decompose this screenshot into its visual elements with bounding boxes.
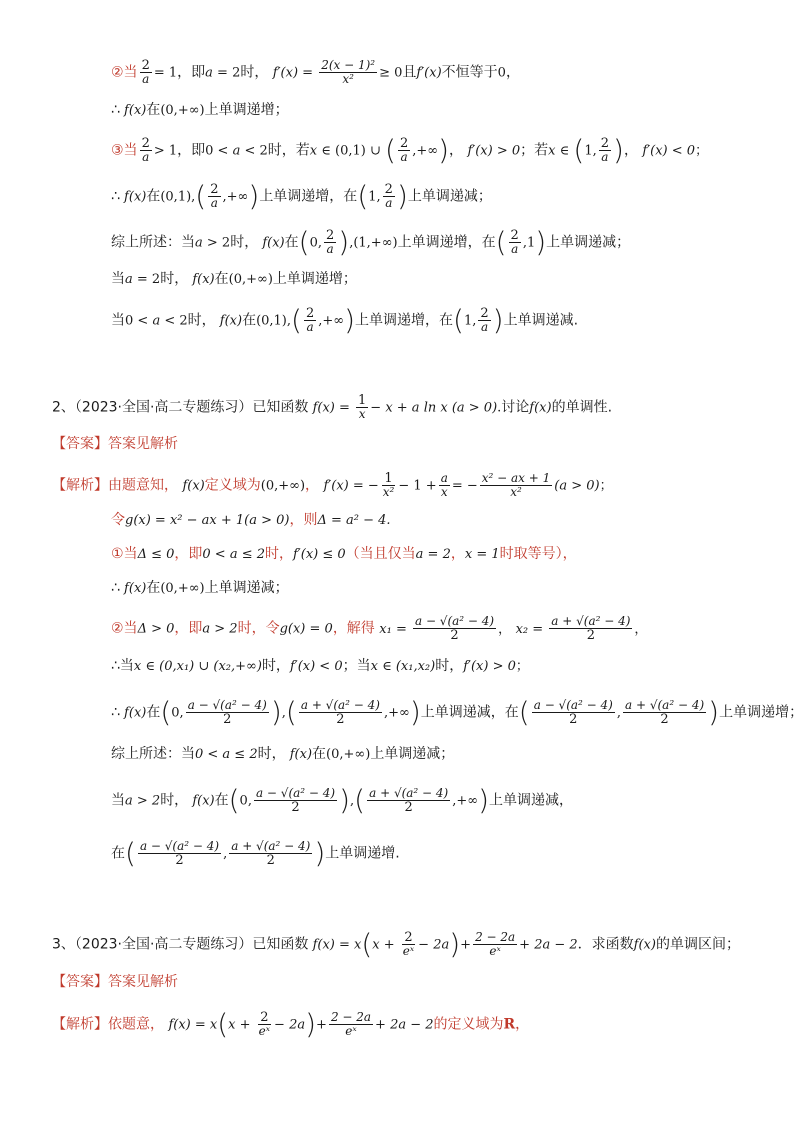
summary-line: 当0 < a < 2时， f(x)在(0,1),( $\frac{2}{a}$ ,+∞)上单调递增，在(1, $\frac{2}{a}$ )上单调递减. [111,303,579,337]
solution-line: ∴ f(x)在(0, $\frac{\text{a − √(a² − 4)}}{2}$ ),( $\frac{\text{a + √(a² − 4)}}{2}$ ,+∞)上单调递减，在( $\frac{\text{a − √(a² − 4)}}{2}$ , $\frac{\text{a + √(a² − 4)}}{2}$ )上单调递增； [111,695,803,729]
solution-line: 【解析】依题意， f(x) = x(x + $\frac{2}{\text{eˣ}}$ − 2a)+ $\frac{2 - 2a}{\text{eˣ}}$ + 2a − 2的定义域为R， [52,1007,530,1041]
solution-line: ∴ f(x)在(0,+∞)上单调递减； [111,580,289,596]
solution-tag: 【解析】 [52,1016,108,1033]
answer-tag: 【答案】 [52,436,108,452]
summary-line: 当a > 2时， f(x)在(0, $\frac{\text{a − √(a² − 4)}}{2}$ ),( $\frac{\text{a + √(a² − 4)}}{2}$ ,+∞)上单调递减， [111,783,574,817]
answer-line: 【答案】答案见解析 [52,436,178,452]
summary-line: 综上所述：当0 < a ≤ 2时， f(x)在(0,+∞)上单调递减； [111,746,455,762]
fraction: $\frac{\text{2(x − 1)²}}{\text{x²}}$ [321,58,376,86]
case2-label: ②当 [111,64,138,81]
answer-tag: 【答案】 [52,974,108,990]
summary-line: 综上所述：当a > 2时， f(x)在(0, $\frac{2}{a}$ ),(1,+∞)上单调递增，在( $\frac{2}{a}$ ,1)上单调递减； [111,225,631,259]
solution-tag: 【解析】 [52,477,108,494]
solution-line: 令g(x) = x² − ax + 1(a > 0)，则Δ = a² − 4. [111,512,391,528]
solution-line: ∴当x ∈ (0,x₁) ∪ (x₂,+∞)时，f′(x) < 0；当x ∈ (x₁,x₂)时，f′(x) > 0； [111,658,529,674]
case2-line: ②当 $\frac{2}{a}$ = 1，即a = 2时， f′(x) = $\frac{\text{2(x − 1)²}}{\text{x²}}$ ≥ 0且f′(x)不恒等于0， [111,58,520,86]
solution-line: ①当Δ ≤ 0，即0 < a ≤ 2时，f′(x) ≤ 0（当且仅当a = 2，x = 1时取等号）， [111,546,577,562]
summary-line: 在( $\frac{\text{a − √(a² − 4)}}{2}$ , $\frac{\text{a + √(a² − 4)}}{2}$ )上单调递增. [111,836,400,870]
fraction: $\frac{2}{a}$ [141,58,150,86]
conclusion-line: ∴ f(x)在(0,1),( $\frac{2}{a}$ ,+∞)上单调递增，在(1, $\frac{2}{a}$ )上单调递减； [111,179,492,213]
summary-line: 当a = 2时， f(x)在(0,+∞)上单调递增； [111,271,357,287]
question-3-header: 3、（2023·全国·高二专题练习）已知函数 f(x) = x(x + $\frac{2}{\text{eˣ}}$ − 2a)+ $\frac{2 - 2a}{\text{eˣ}}$ + 2a − 2．求函数f(x)的单调区间； [52,927,740,961]
question-2-header: 2、（2023·全国·高二专题练习）已知函数 f(x) = $\frac{1}{x}$ − x + a ln x (a > 0).讨论f(x)的单调性. [52,393,613,421]
case3-line: ③当 $\frac{2}{a}$ > 1，即0 < a < 2时，若x ∈ (0,1) ∪ ( $\frac{2}{a}$ ,+∞)， f′(x) > 0；若x ∈ (1, $\frac{2}{a}$ )， f′(x) < 0； [111,133,709,167]
answer-line: 【答案】答案见解析 [52,974,178,990]
solution-line: 【解析】由题意知， f(x)定义域为(0,+∞)， f′(x) = − $\frac{1}{\text{x²}}$ − 1 + $\frac{a}{x}$ = − $\frac{\text{x² − ax + 1}}{\text{x²}}$ (a > 0)； [52,471,613,499]
solution-line: ②当Δ > 0，即a > 2时，令g(x) = 0，解得 x₁ = $\frac{\text{a − √(a² − 4)}}{2}$ ， x₂ = $\frac{\text{a + √(a² − 4)}}{2}$ ， [111,614,648,643]
conclusion-line: ∴ f(x)在(0,+∞)上单调递增； [111,102,289,118]
real-set-symbol: R [503,1016,516,1033]
